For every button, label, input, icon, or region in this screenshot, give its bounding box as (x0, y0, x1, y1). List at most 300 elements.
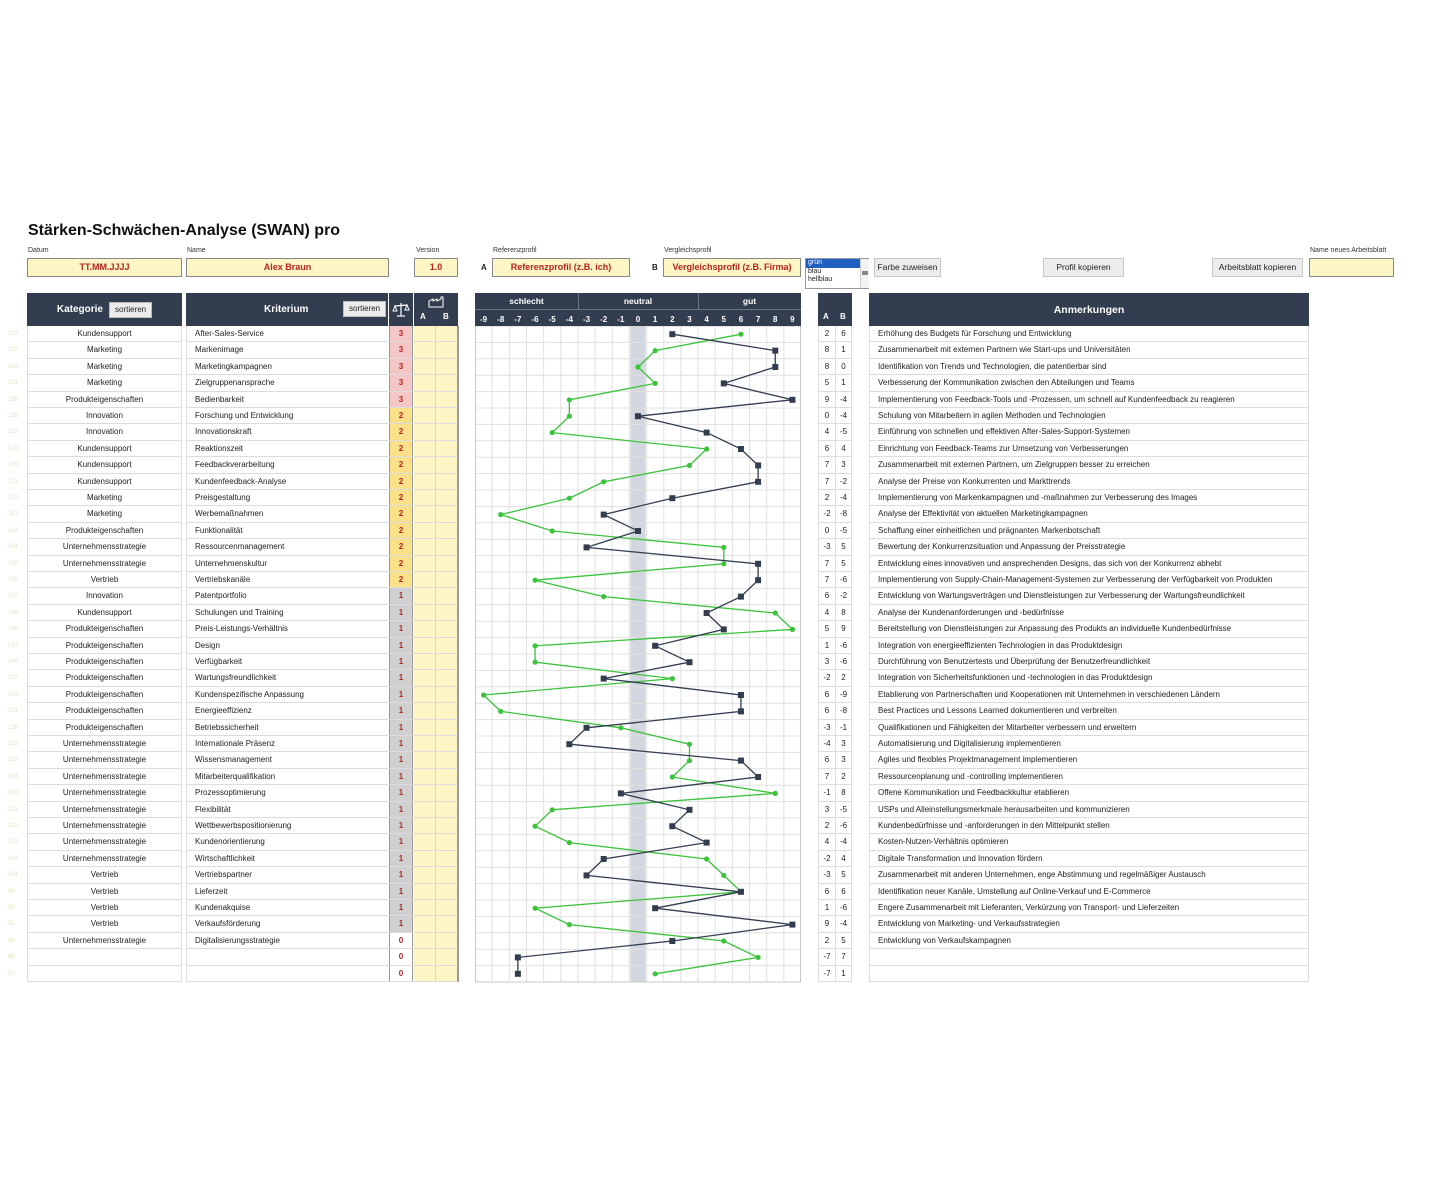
comment-cell[interactable]: Entwicklung eines innovativen und ansprechenden Designs, das sich von der Konkurrenz abhebt (869, 556, 1309, 572)
category-cell: Unternehmensstrategie (27, 785, 182, 801)
scale-tick-label: 2 (670, 315, 675, 324)
comment-cell[interactable]: Kosten-Nutzen-Verhältnis optimieren (869, 834, 1309, 850)
category-cell: Marketing (27, 375, 182, 391)
profile-a-point (755, 561, 761, 567)
row-number: 95 (8, 905, 15, 911)
value-b-cell[interactable]: 9 (835, 621, 852, 637)
value-a-cell[interactable]: 6 (818, 588, 835, 604)
weighted-b-cell (436, 490, 458, 506)
comment-cell[interactable]: Implementierung von Markenkampagnen und -maßnahmen zur Verbesserung des Images (869, 490, 1309, 506)
criterion-cell: Preis-Leistungs-Verhältnis (186, 621, 388, 637)
row-number: 179 (8, 445, 19, 452)
profile-b-point (773, 791, 778, 796)
color-option-green[interactable]: grün (806, 259, 868, 268)
priority-cell[interactable]: 2 (389, 572, 413, 588)
row-number: 104 (8, 855, 19, 862)
value-a-cell[interactable]: 6 (818, 703, 835, 719)
scale-bad-label: schlecht (509, 296, 544, 306)
value-b-cell[interactable]: -4 (835, 834, 852, 850)
priority-cell[interactable]: 1 (389, 670, 413, 686)
version-label: Version (416, 247, 440, 254)
priority-cell[interactable]: 2 (389, 490, 413, 506)
weighted-a-cell (414, 375, 436, 391)
profile-a-point (566, 741, 572, 747)
category-cell: Kundensupport (27, 457, 182, 473)
scale-tick-label: 9 (790, 315, 795, 324)
priority-cell[interactable]: 3 (389, 392, 413, 408)
category-cell: Vertrieb (27, 900, 182, 916)
value-b-cell[interactable]: 1 (835, 375, 852, 391)
comment-cell[interactable]: Integration von energieeffizienten Technologien in das Produktdesign (869, 638, 1309, 654)
priority-cell[interactable]: 1 (389, 703, 413, 719)
priority-cell[interactable]: 1 (389, 621, 413, 637)
value-a-cell[interactable]: 6 (818, 441, 835, 457)
row-number: 107 (8, 839, 19, 846)
weighted-b-cell (436, 916, 458, 932)
profile-b-point (721, 545, 726, 550)
value-b-cell[interactable]: -8 (835, 703, 852, 719)
value-a-cell[interactable]: -7 (818, 949, 835, 965)
profile-a-point (704, 840, 710, 846)
profile-b-point (670, 774, 675, 779)
priority-cell[interactable]: 1 (389, 687, 413, 703)
value-a-cell[interactable]: 7 (818, 474, 835, 490)
profile-a-point (686, 807, 692, 813)
priority-cell[interactable]: 1 (389, 720, 413, 736)
date-label: Datum (28, 247, 49, 254)
value-a-cell[interactable]: 3 (818, 802, 835, 818)
values-header (818, 293, 852, 326)
value-b-cell[interactable]: 5 (835, 933, 852, 949)
priority-cell[interactable]: 3 (389, 326, 413, 342)
weighted-a-cell (414, 408, 436, 424)
profile-b-point (550, 528, 555, 533)
scrollbar-thumb[interactable] (862, 271, 868, 275)
category-cell: Unternehmensstrategie (27, 933, 182, 949)
comment-cell[interactable]: Digitale Transformation und Innovation fördern (869, 851, 1309, 867)
value-b-cell[interactable]: -5 (835, 523, 852, 539)
weighted-b-cell (436, 408, 458, 424)
criterion-cell: Wettbewerbspositionierung (186, 818, 388, 834)
value-a-cell[interactable]: 0 (818, 523, 835, 539)
comment-cell[interactable]: Verbesserung der Kommunikation zwischen den Abteilungen und Teams (869, 375, 1309, 391)
profile-a-point (669, 938, 675, 944)
comment-cell[interactable]: Entwicklung von Marketing- und Verkaufsstrategien (869, 916, 1309, 932)
priority-cell[interactable]: 0 (389, 933, 413, 949)
category-header (27, 293, 182, 326)
comment-cell[interactable]: Analyse der Effektivität von aktuellen Marketingkampagnen (869, 506, 1309, 522)
value-a-cell[interactable]: -2 (818, 506, 835, 522)
priority-cell[interactable]: 1 (389, 900, 413, 916)
value-b-cell[interactable]: -8 (835, 506, 852, 522)
value-a-cell[interactable]: -3 (818, 539, 835, 555)
scale-tick-label: 1 (652, 315, 658, 324)
category-cell: Vertrieb (27, 916, 182, 932)
value-a-cell[interactable]: 8 (818, 359, 835, 375)
value-b-cell[interactable]: 5 (835, 539, 852, 555)
value-a-cell[interactable]: 2 (818, 818, 835, 834)
value-b-cell[interactable]: 3 (835, 736, 852, 752)
comment-cell[interactable]: Identifikation neuer Kanäle, Umstellung auf Online-Verkauf und E-Commerce (869, 884, 1309, 900)
profile-b-point (687, 758, 692, 763)
profile-a-point (789, 922, 795, 928)
profile-a-point (584, 544, 590, 550)
value-b-cell[interactable]: 3 (835, 457, 852, 473)
row-number: 101 (8, 872, 19, 879)
value-b-cell[interactable]: 2 (835, 769, 852, 785)
assign-color-button[interactable]: Farbe zuweisen (874, 258, 941, 277)
comment-cell[interactable]: Einführung von schnellen und effektiven After-Sales-Support-Systemen (869, 424, 1309, 440)
weighted-b-cell (436, 506, 458, 522)
profile-b-point (687, 463, 692, 468)
value-b-cell[interactable]: 4 (835, 851, 852, 867)
profile-a-point (755, 577, 761, 583)
comment-cell[interactable]: Etablierung von Partnerschaften und Kooperationen mit Unternehmen in verschiedenen Ländern (869, 687, 1309, 703)
value-a-cell[interactable]: 4 (818, 424, 835, 440)
value-b-cell[interactable]: -2 (835, 588, 852, 604)
value-b-cell[interactable]: -4 (835, 408, 852, 424)
profile-a-point (601, 676, 607, 682)
profile-a-point (738, 594, 744, 600)
value-b-cell[interactable]: -6 (835, 818, 852, 834)
value-a-cell[interactable]: 7 (818, 556, 835, 572)
category-cell: Marketing (27, 506, 182, 522)
comment-cell[interactable]: Offene Kommunikation und Feedbackkultur etablieren (869, 785, 1309, 801)
value-b-cell[interactable]: -4 (835, 490, 852, 506)
scale-good-label: gut (742, 296, 757, 306)
weighted-b-cell (436, 670, 458, 686)
priority-cell[interactable]: 2 (389, 556, 413, 572)
profile-b-point (635, 364, 640, 369)
weighted-a-cell (414, 949, 436, 965)
value-b-cell[interactable]: 1 (835, 342, 852, 358)
value-a-cell[interactable]: -2 (818, 670, 835, 686)
value-a-cell[interactable]: 8 (818, 342, 835, 358)
value-a-cell[interactable]: 2 (818, 933, 835, 949)
profile-b-point (532, 824, 537, 829)
comment-cell[interactable]: Zusammenarbeit mit externen Partnern wie Start-ups und Universitäten (869, 342, 1309, 358)
copy-sheet-button[interactable]: Arbeitsblatt kopieren (1212, 258, 1303, 277)
category-cell: Unternehmensstrategie (27, 851, 182, 867)
priority-cell[interactable]: 1 (389, 802, 413, 818)
priority-cell[interactable]: 1 (389, 851, 413, 867)
priority-cell[interactable]: 1 (389, 867, 413, 883)
priority-cell[interactable]: 2 (389, 474, 413, 490)
value-a-cell[interactable]: 7 (818, 572, 835, 588)
version-field[interactable]: 1.0 (414, 258, 458, 277)
row-number: 155 (8, 577, 19, 583)
value-b-cell[interactable]: 4 (835, 441, 852, 457)
value-a-cell[interactable]: -7 (818, 966, 835, 982)
profile-chart (475, 326, 801, 983)
profile-a-point (635, 413, 641, 419)
value-b-cell[interactable]: 6 (835, 884, 852, 900)
weighted-a-cell (414, 638, 436, 654)
priority-cell[interactable]: 1 (389, 818, 413, 834)
value-a-cell[interactable]: 4 (818, 605, 835, 621)
value-b-cell[interactable]: -5 (835, 802, 852, 818)
scale-tick-label: -4 (565, 315, 573, 324)
value-b-cell[interactable]: 5 (835, 556, 852, 572)
profile-a-point (601, 856, 607, 862)
page-title: Stärken-Schwächen-Analyse (SWAN) pro (28, 222, 341, 239)
priority-cell[interactable]: 1 (389, 769, 413, 785)
comment-cell[interactable] (869, 966, 1309, 982)
priority-cell[interactable]: 1 (389, 654, 413, 670)
color-option-blue[interactable]: blau (808, 267, 822, 275)
value-a-cell[interactable]: -3 (818, 867, 835, 883)
priority-cell[interactable]: 1 (389, 736, 413, 752)
comment-cell[interactable]: Bewertung der Konkurrenzsituation und Anpassung der Preisstrategie (869, 539, 1309, 555)
criterion-cell: After-Sales-Service (186, 326, 388, 342)
value-b-cell[interactable]: -6 (835, 654, 852, 670)
comment-cell[interactable]: Qualifikationen und Fähigkeiten der Mitarbeiter verbessern und erweitern (869, 720, 1309, 736)
value-a-cell[interactable]: -4 (818, 736, 835, 752)
comment-cell[interactable]: Best Practices und Lessons Learned dokumentieren und verbreiten (869, 703, 1309, 719)
value-a-cell[interactable]: 6 (818, 884, 835, 900)
profile-b-point (567, 414, 572, 419)
value-a-cell[interactable]: 9 (818, 392, 835, 408)
listbox-scrollbar[interactable] (860, 259, 869, 288)
weighted-b-cell (436, 441, 458, 457)
reference-field[interactable]: Referenzprofil (z.B. ich) (492, 258, 630, 277)
criterion-cell: Kundenfeedback-Analyse (186, 474, 388, 490)
row-number: 134 (8, 691, 19, 698)
profile-a-point (618, 790, 624, 796)
row-number: 146 (8, 626, 19, 633)
value-b-cell[interactable]: -2 (835, 474, 852, 490)
profile-b-point (567, 840, 572, 845)
value-b-cell[interactable]: -5 (835, 424, 852, 440)
comment-cell[interactable]: Identifikation von Trends und Technologien, die patentierbar sind (869, 359, 1309, 375)
comment-cell[interactable]: Kundenbedürfnisse und -anforderungen in den Mittelpunkt stellen (869, 818, 1309, 834)
date-field[interactable]: TT.MM.JJJJ (27, 258, 182, 277)
comment-cell[interactable]: Erhöhung des Budgets für Forschung und Entwicklung (869, 326, 1309, 342)
priority-cell[interactable]: 0 (389, 949, 413, 965)
comment-cell[interactable]: Einrichtung von Feedback-Teams zur Umsetzung von Verbesserungen (869, 441, 1309, 457)
priority-cell[interactable]: 1 (389, 605, 413, 621)
priority-cell[interactable]: 2 (389, 441, 413, 457)
comment-cell[interactable]: Schulung von Mitarbeitern in agilen Methoden und Technologien (869, 408, 1309, 424)
weighted-a-cell (414, 884, 436, 900)
comment-cell[interactable]: Entwicklung von Wartungsverträgen und Dienstleistungen zur Verbesserung der Wartungsfreundlichkeit (869, 588, 1309, 604)
value-a-cell[interactable]: 3 (818, 654, 835, 670)
priority-cell[interactable]: 1 (389, 638, 413, 654)
value-a-cell[interactable]: 0 (818, 408, 835, 424)
sort-category-button[interactable]: sortieren (109, 302, 152, 318)
profile-b-point (721, 873, 726, 878)
priority-cell[interactable]: 3 (389, 359, 413, 375)
criterion-cell: Markenimage (186, 342, 388, 358)
criterion-cell: Digitalisierungsstrategie (186, 933, 388, 949)
value-a-cell[interactable]: 2 (818, 326, 835, 342)
priority-cell[interactable]: 1 (389, 834, 413, 850)
comment-cell[interactable]: Automatisierung und Digitalisierung implementieren (869, 736, 1309, 752)
scale-tick-label: 4 (704, 315, 709, 324)
value-a-cell[interactable]: 9 (818, 916, 835, 932)
comment-cell[interactable]: Durchführung von Benutzertests und Überprüfung der Benutzerfreundlichkeit (869, 654, 1309, 670)
comment-cell[interactable]: Schaffung einer einheitlichen und prägnanten Markenbotschaft (869, 523, 1309, 539)
weighted-a-cell (414, 933, 436, 949)
criterion-cell: Funktionalität (186, 523, 388, 539)
value-a-cell[interactable]: 5 (818, 621, 835, 637)
comment-cell[interactable]: Zusammenarbeit mit anderen Unternehmen, enge Abstimmung und regelmäßiger Austausch (869, 867, 1309, 883)
value-a-cell[interactable]: 6 (818, 687, 835, 703)
priority-cell[interactable]: 3 (389, 342, 413, 358)
comment-cell[interactable]: Analyse der Preise von Konkurrenten und Markttrends (869, 474, 1309, 490)
profile-b-point (567, 922, 572, 927)
comment-cell[interactable]: Analyse der Kundenanforderungen und -bedürfnisse (869, 605, 1309, 621)
comment-cell[interactable]: Engere Zusammenarbeit mit Lieferanten, Verkürzung von Transport- und Lieferzeiten (869, 900, 1309, 916)
weighted-a-cell (414, 490, 436, 506)
profile-b-point (567, 397, 572, 402)
profile-a-point (738, 758, 744, 764)
value-a-cell[interactable]: 1 (818, 900, 835, 916)
value-a-cell[interactable]: -1 (818, 785, 835, 801)
priority-cell[interactable]: 2 (389, 457, 413, 473)
profile-a-point (755, 479, 761, 485)
name-field[interactable]: Alex Braun (186, 258, 389, 277)
priority-cell[interactable]: 1 (389, 588, 413, 604)
value-b-cell[interactable]: 6 (835, 326, 852, 342)
priority-cell[interactable]: 1 (389, 785, 413, 801)
profile-a-point (755, 462, 761, 468)
weighted-a-cell (414, 818, 436, 834)
comment-cell[interactable]: Bereitstellung von Dienstleistungen zur Anpassung des Produkts an individuelle Kundenbedürfnisse (869, 621, 1309, 637)
criterion-cell: Innovationskraft (186, 424, 388, 440)
comment-cell[interactable]: Implementierung von Feedback-Tools und -Prozessen, um schnell auf Kundenfeedback zu reagieren (869, 392, 1309, 408)
comment-cell[interactable]: Implementierung von Supply-Chain-Management-Systemen zur Verbesserung der Verfügbarkeit von Produkten (869, 572, 1309, 588)
profile-b-point (653, 971, 658, 976)
comment-cell[interactable]: Ressourcenplanung und -controlling implementieren (869, 769, 1309, 785)
profile-a-point (686, 659, 692, 665)
value-b-cell[interactable]: 5 (835, 867, 852, 883)
category-cell: Innovation (27, 588, 182, 604)
scale-tick-label: -1 (617, 315, 625, 324)
priority-cell[interactable]: 2 (389, 408, 413, 424)
value-b-cell[interactable]: -1 (835, 720, 852, 736)
value-b-cell[interactable]: -4 (835, 916, 852, 932)
value-a-cell[interactable]: -2 (818, 851, 835, 867)
value-a-cell[interactable]: 4 (818, 834, 835, 850)
color-option-lightblue[interactable]: hellblau (808, 276, 833, 283)
category-cell: Produkteigenschaften (27, 670, 182, 686)
weighted-b-cell (436, 752, 458, 768)
priority-cell[interactable]: 1 (389, 752, 413, 768)
row-number: 158 (8, 560, 19, 567)
weighted-a-cell (414, 900, 436, 916)
profile-a-point (652, 643, 658, 649)
value-a-cell[interactable]: -3 (818, 720, 835, 736)
category-header-label: Kategorie (56, 304, 103, 315)
scale-tick-label: -9 (480, 315, 488, 324)
comment-cell[interactable]: Agiles und flexibles Projektmanagement implementieren (869, 752, 1309, 768)
priority-cell[interactable]: 1 (389, 884, 413, 900)
comment-cell[interactable]: USPs und Alleinstellungsmerkmale herausarbeiten und kommunizieren (869, 802, 1309, 818)
value-b-cell[interactable]: 1 (835, 966, 852, 982)
value-b-cell[interactable]: -6 (835, 900, 852, 916)
priority-cell[interactable]: 0 (389, 966, 413, 982)
profile-b-point (653, 348, 658, 353)
priority-cell[interactable]: 2 (389, 539, 413, 555)
value-b-cell[interactable]: 2 (835, 670, 852, 686)
values-header-a: A (823, 312, 829, 321)
row-number: 173 (8, 478, 19, 485)
profile-a-point (635, 528, 641, 534)
scale-tick-label: 3 (687, 315, 692, 324)
profile-a-point (669, 331, 675, 337)
value-b-cell[interactable]: -9 (835, 687, 852, 703)
criterion-cell: Patentportfolio (186, 588, 388, 604)
value-a-cell[interactable]: 7 (818, 457, 835, 473)
comparison-field[interactable]: Vergleichsprofil (z.B. Firma) (663, 258, 801, 277)
category-cell: Marketing (27, 490, 182, 506)
comment-cell[interactable]: Integration von Sicherheitsfunktionen und -technologien in das Produktdesign (869, 670, 1309, 686)
weighted-a-cell (414, 506, 436, 522)
priority-cell[interactable]: 2 (389, 424, 413, 440)
criterion-cell: Bedienbarkeit (186, 392, 388, 408)
value-b-cell[interactable]: 8 (835, 785, 852, 801)
priority-cell[interactable]: 3 (389, 375, 413, 391)
sort-criterion-button[interactable]: sortieren (343, 301, 386, 317)
value-a-cell[interactable]: 6 (818, 752, 835, 768)
priority-cell[interactable]: 1 (389, 916, 413, 932)
category-cell (27, 949, 182, 965)
value-b-cell[interactable]: 7 (835, 949, 852, 965)
value-a-cell[interactable]: 7 (818, 769, 835, 785)
scale-tick-label: -2 (600, 315, 608, 324)
comment-cell[interactable]: Entwicklung von Verkaufskampagnen (869, 933, 1309, 949)
category-cell: Vertrieb (27, 884, 182, 900)
criterion-cell: Design (186, 638, 388, 654)
copy-profile-button[interactable]: Profil kopieren (1043, 258, 1124, 277)
criterion-cell: Internationale Präsenz (186, 736, 388, 752)
category-cell: Produkteigenschaften (27, 638, 182, 654)
profile-a-letter: A (481, 263, 487, 272)
comment-cell[interactable]: Zusammenarbeit mit externen Partnern, um Zielgruppen besser zu erreichen (869, 457, 1309, 473)
value-a-cell[interactable]: 2 (818, 490, 835, 506)
priority-cell[interactable]: 2 (389, 523, 413, 539)
value-b-cell[interactable]: -4 (835, 392, 852, 408)
ab-header-b: B (443, 312, 449, 321)
value-a-cell[interactable]: 5 (818, 375, 835, 391)
value-b-cell[interactable]: -6 (835, 638, 852, 654)
category-cell: Unternehmensstrategie (27, 752, 182, 768)
value-a-cell[interactable]: 1 (818, 638, 835, 654)
criterion-cell: Verkaufsförderung (186, 916, 388, 932)
scale-tick-label: -3 (582, 315, 591, 324)
category-cell: Marketing (27, 359, 182, 375)
comment-cell[interactable] (869, 949, 1309, 965)
profile-b-letter: B (652, 263, 658, 272)
weighted-b-cell (436, 769, 458, 785)
value-b-cell[interactable]: -6 (835, 572, 852, 588)
row-number: 110 (8, 823, 18, 829)
row-number: 86 (8, 954, 15, 961)
profile-b-point (532, 906, 537, 911)
new-sheet-name-field[interactable] (1309, 258, 1394, 277)
value-b-cell[interactable]: 3 (835, 752, 852, 768)
profile-a-point (772, 348, 778, 354)
criterion-cell: Forschung und Entwicklung (186, 408, 388, 424)
profile-a-point (669, 823, 675, 829)
category-cell: Kundensupport (27, 441, 182, 457)
priority-cell[interactable]: 2 (389, 506, 413, 522)
value-b-cell[interactable]: 0 (835, 359, 852, 375)
value-b-cell[interactable]: 8 (835, 605, 852, 621)
profile-b-point (687, 742, 692, 747)
profile-a-point (601, 512, 607, 518)
